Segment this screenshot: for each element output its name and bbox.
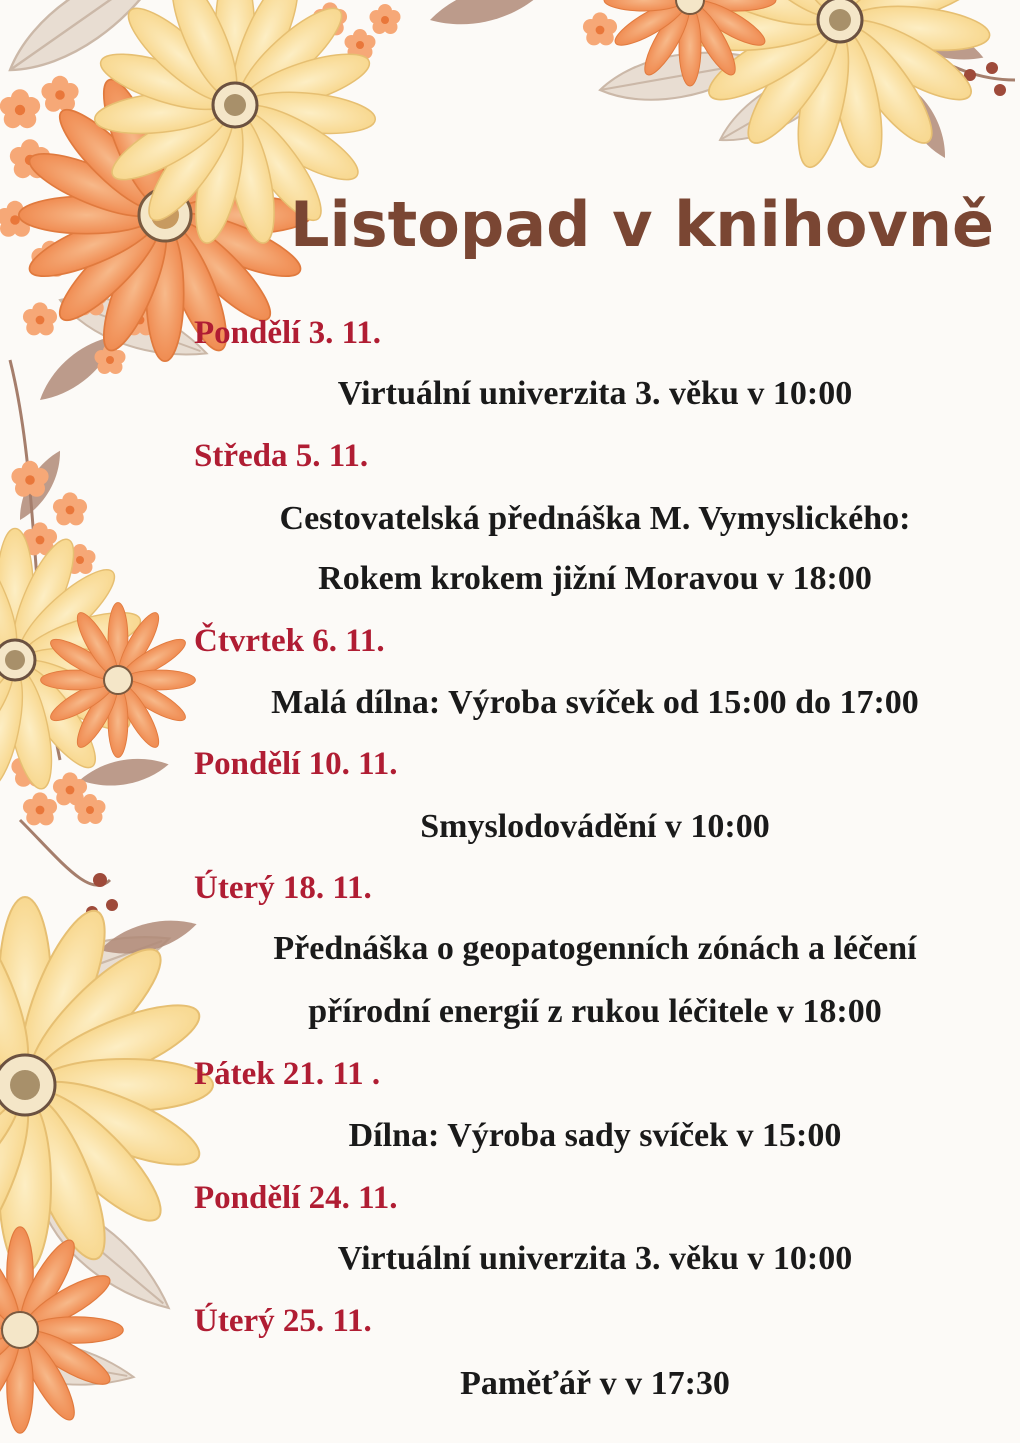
schedule-day: Pondělí 10. 11. <box>194 746 398 782</box>
schedule-event: Paměťář v v 17:30 <box>460 1365 730 1402</box>
schedule-event: přírodní energií z rukou léčitele v 18:00 <box>308 993 882 1030</box>
schedule-day: Pondělí 24. 11. <box>194 1180 398 1216</box>
schedule-event: Malá dílna: Výroba svíček od 15:00 do 17:00 <box>271 684 919 721</box>
schedule-event: Virtuální univerzita 3. věku v 10:00 <box>337 1240 853 1277</box>
schedule-day: Pátek 21. 11 . <box>194 1056 381 1092</box>
schedule-day: Úterý 25. 11. <box>194 1303 372 1339</box>
schedule-day: Středa 5. 11. <box>194 438 369 474</box>
schedule-day: Úterý 18. 11. <box>194 870 372 906</box>
schedule-event: Rokem krokem jižní Moravou v 18:00 <box>318 560 872 597</box>
schedule-event: Virtuální univerzita 3. věku v 10:00 <box>337 375 853 412</box>
schedule-event: Přednáška o geopatogenních zónách a léčení <box>273 930 917 967</box>
schedule-day: Pondělí 3. 11. <box>194 315 382 351</box>
schedule-event: Cestovatelská přednáška M. Vymyslického: <box>279 500 911 537</box>
schedule-day: Čtvrtek 6. 11. <box>194 623 385 659</box>
schedule-event: Dílna: Výroba sady svíček v 15:00 <box>348 1117 842 1154</box>
page-title: Listopad v knihovně <box>290 188 995 261</box>
schedule-event: Smyslodovádění v 10:00 <box>420 808 770 845</box>
